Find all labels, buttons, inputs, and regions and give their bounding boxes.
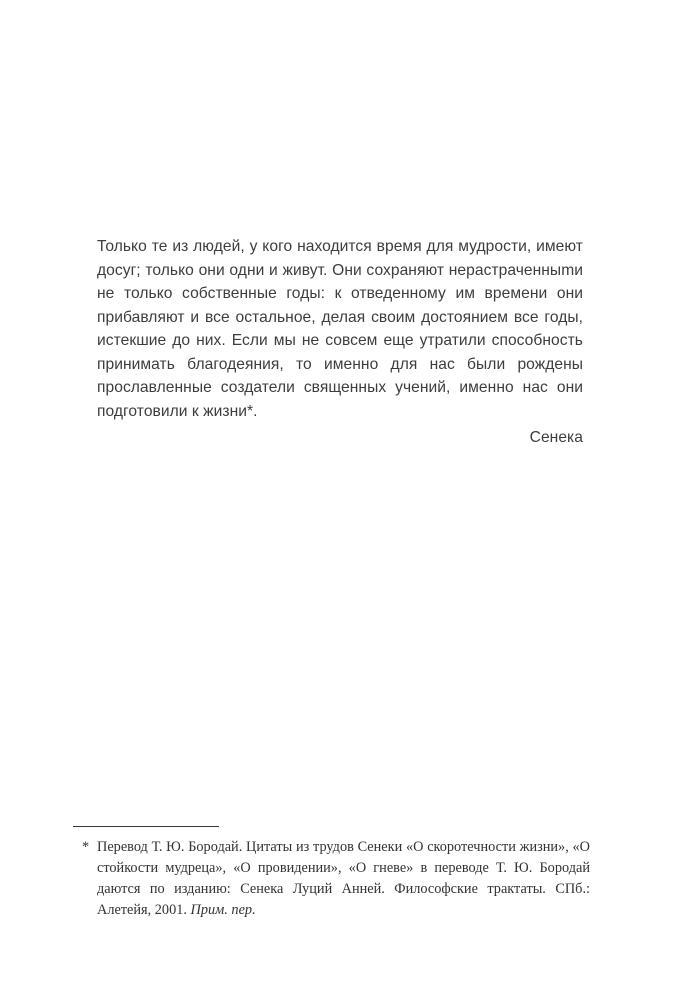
- epigraph: [97, 235, 583, 450]
- footnote-translator-note: Прим. пер.: [190, 902, 256, 918]
- footnote: [82, 837, 590, 921]
- footnote-divider: [73, 826, 219, 827]
- footnote-body: [97, 837, 590, 921]
- footnote-text: Перевод Т. Ю. Бородай. Цитаты из трудов Сенеки «О скоротечности жизни», «О стойкости мудреца», «О провидении», «О гневе» в переводе Т. Ю. Бородай даются по изданию: Сенека Луций Анней. Философские трактаты. СПб.: Алетейя, 2001.: [97, 839, 590, 918]
- epigraph-quote: Только те из людей, у кого находится время для мудрости, имеют досуг; только они одни и живут. Они сохраняют нерастраченныmи не только собственные годы: к отведенному им времени они прибавляют и все остальное, делая своим достоянием все годы, истекшие до них. Если мы не совсем еще утратили способность принимать благодеяния, то именно для нас были рождены прославленные создатели священных учений, именно нас они подготовили к жизни*.: [97, 238, 583, 420]
- footnote-marker: *: [82, 839, 90, 855]
- epigraph-author: Сенека: [529, 429, 583, 446]
